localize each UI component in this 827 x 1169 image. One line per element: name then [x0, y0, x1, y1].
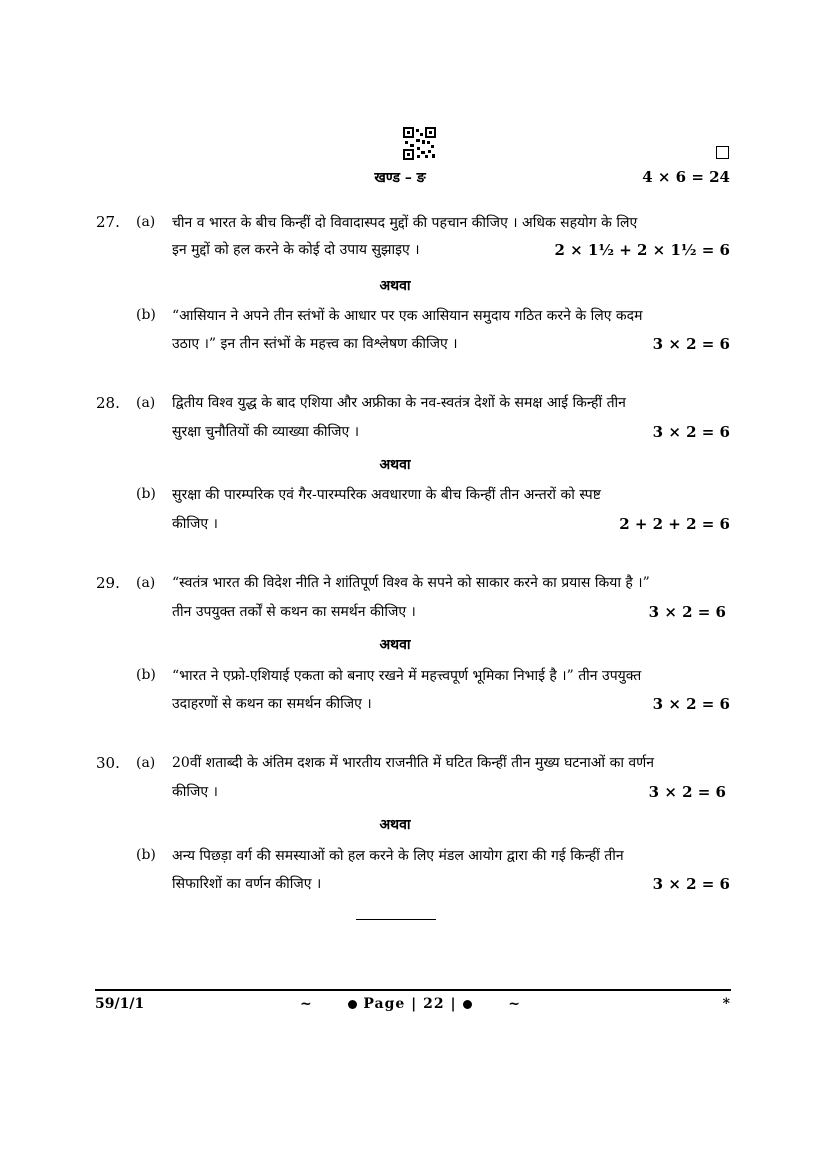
footer-star: * — [722, 996, 730, 1012]
question-text-line: “स्वतंत्र भारत की विदेश नीति ने शांतिपूर्ण विश्व के सपने को साकार करने का प्रयास किया है ।” — [172, 575, 650, 591]
qr-code-icon — [403, 127, 436, 160]
question-marks: 3 × 2 = 6 — [652, 335, 730, 353]
page-indicator — [300, 996, 520, 1012]
question-text-line: तीन उपयुक्त तर्कों से कथन का समर्थन कीजिए । — [172, 604, 416, 620]
end-divider — [356, 919, 436, 920]
question-text-line: उठाए ।” इन तीन स्तंभों के महत्त्व का विश्लेषण कीजिए । — [172, 336, 458, 352]
question-marks: 3 × 2 = 6 — [652, 423, 730, 441]
question-text-line: अन्य पिछड़ा वर्ग की समस्याओं को हल करने के लिए मंडल आयोग द्वारा की गई किन्हीं तीन — [172, 848, 624, 864]
question-text-line: “आसियान ने अपने तीन स्तंभों के आधार पर एक आसियान समुदाय गठित करने के लिए कदम — [172, 308, 643, 324]
part-a-label: (a) — [136, 395, 156, 411]
part-a-label: (a) — [136, 755, 156, 771]
question-text-line: सुरक्षा चुनौतियों की व्याख्या कीजिए । — [172, 424, 360, 440]
paper-code: 59/1/1 — [95, 996, 145, 1012]
question-marks: 3 × 2 = 6 — [648, 603, 726, 621]
tilde-right: ~ — [508, 996, 520, 1012]
question-text-line: उदाहरणों से कथन का समर्थन कीजिए । — [172, 696, 372, 712]
footer-divider — [95, 989, 731, 991]
part-b-label: (b) — [136, 667, 156, 683]
or-divider: अथवा — [379, 457, 411, 473]
part-a-label: (a) — [136, 575, 156, 591]
question-text-line: “भारत ने एफ्रो-एशियाई एकता को बनाए रखने में महत्त्वपूर्ण भूमिका निभाई है ।” तीन उपयुक्त — [172, 668, 642, 684]
page-number-group — [348, 996, 471, 1012]
section-marks: 4 × 6 = 24 — [642, 168, 730, 186]
question-text-line: सिफारिशों का वर्णन कीजिए । — [172, 876, 322, 892]
part-b-label: (b) — [136, 486, 156, 502]
question-text-line: कीजिए । — [172, 516, 218, 532]
or-divider: अथवा — [379, 637, 411, 653]
question-text-line: द्वितीय विश्व युद्ध के बाद एशिया और अफ्रीका के नव-स्वतंत्र देशों के समक्ष आई किन्हीं तीन — [172, 395, 626, 411]
bullet-icon — [348, 1000, 357, 1009]
question-marks: 3 × 2 = 6 — [652, 695, 730, 713]
tilde-left: ~ — [300, 996, 312, 1012]
bullet-icon — [463, 1000, 472, 1009]
question-number: 29. — [96, 574, 120, 592]
question-text-line: सुरक्षा की पारम्परिक एवं गैर-पारम्परिक अवधारणा के बीच किन्हीं तीन अन्तरों को स्पष्ट — [172, 487, 601, 503]
part-b-label: (b) — [136, 847, 156, 863]
question-number: 30. — [96, 754, 120, 772]
question-text-line: कीजिए । — [172, 784, 218, 800]
question-marks: 2 + 2 + 2 = 6 — [619, 515, 730, 533]
checkbox-square-icon — [716, 146, 729, 159]
or-divider: अथवा — [379, 278, 411, 294]
question-marks: 3 × 2 = 6 — [648, 783, 726, 801]
question-number: 27. — [96, 213, 120, 231]
question-text-line: चीन व भारत के बीच किन्हीं दो विवादास्पद मुद्दों की पहचान कीजिए । अधिक सहयोग के लिए — [172, 215, 638, 231]
question-number: 28. — [96, 394, 120, 412]
page-number: Page | 22 | — [363, 996, 457, 1012]
question-text-line: 20वीं शताब्दी के अंतिम दशक में भारतीय राजनीति में घटित किन्हीं तीन मुख्य घटनाओं का वर्णन — [172, 755, 655, 771]
question-marks: 2 × 1½ + 2 × 1½ = 6 — [554, 241, 730, 259]
part-a-label: (a) — [136, 214, 156, 230]
part-b-label: (b) — [136, 307, 156, 323]
question-marks: 3 × 2 = 6 — [652, 875, 730, 893]
question-text-line: इन मुद्दों को हल करने के कोई दो उपाय सुझाइए । — [172, 242, 420, 258]
section-title: खण्ड – ङ — [374, 170, 426, 186]
or-divider: अथवा — [379, 817, 411, 833]
